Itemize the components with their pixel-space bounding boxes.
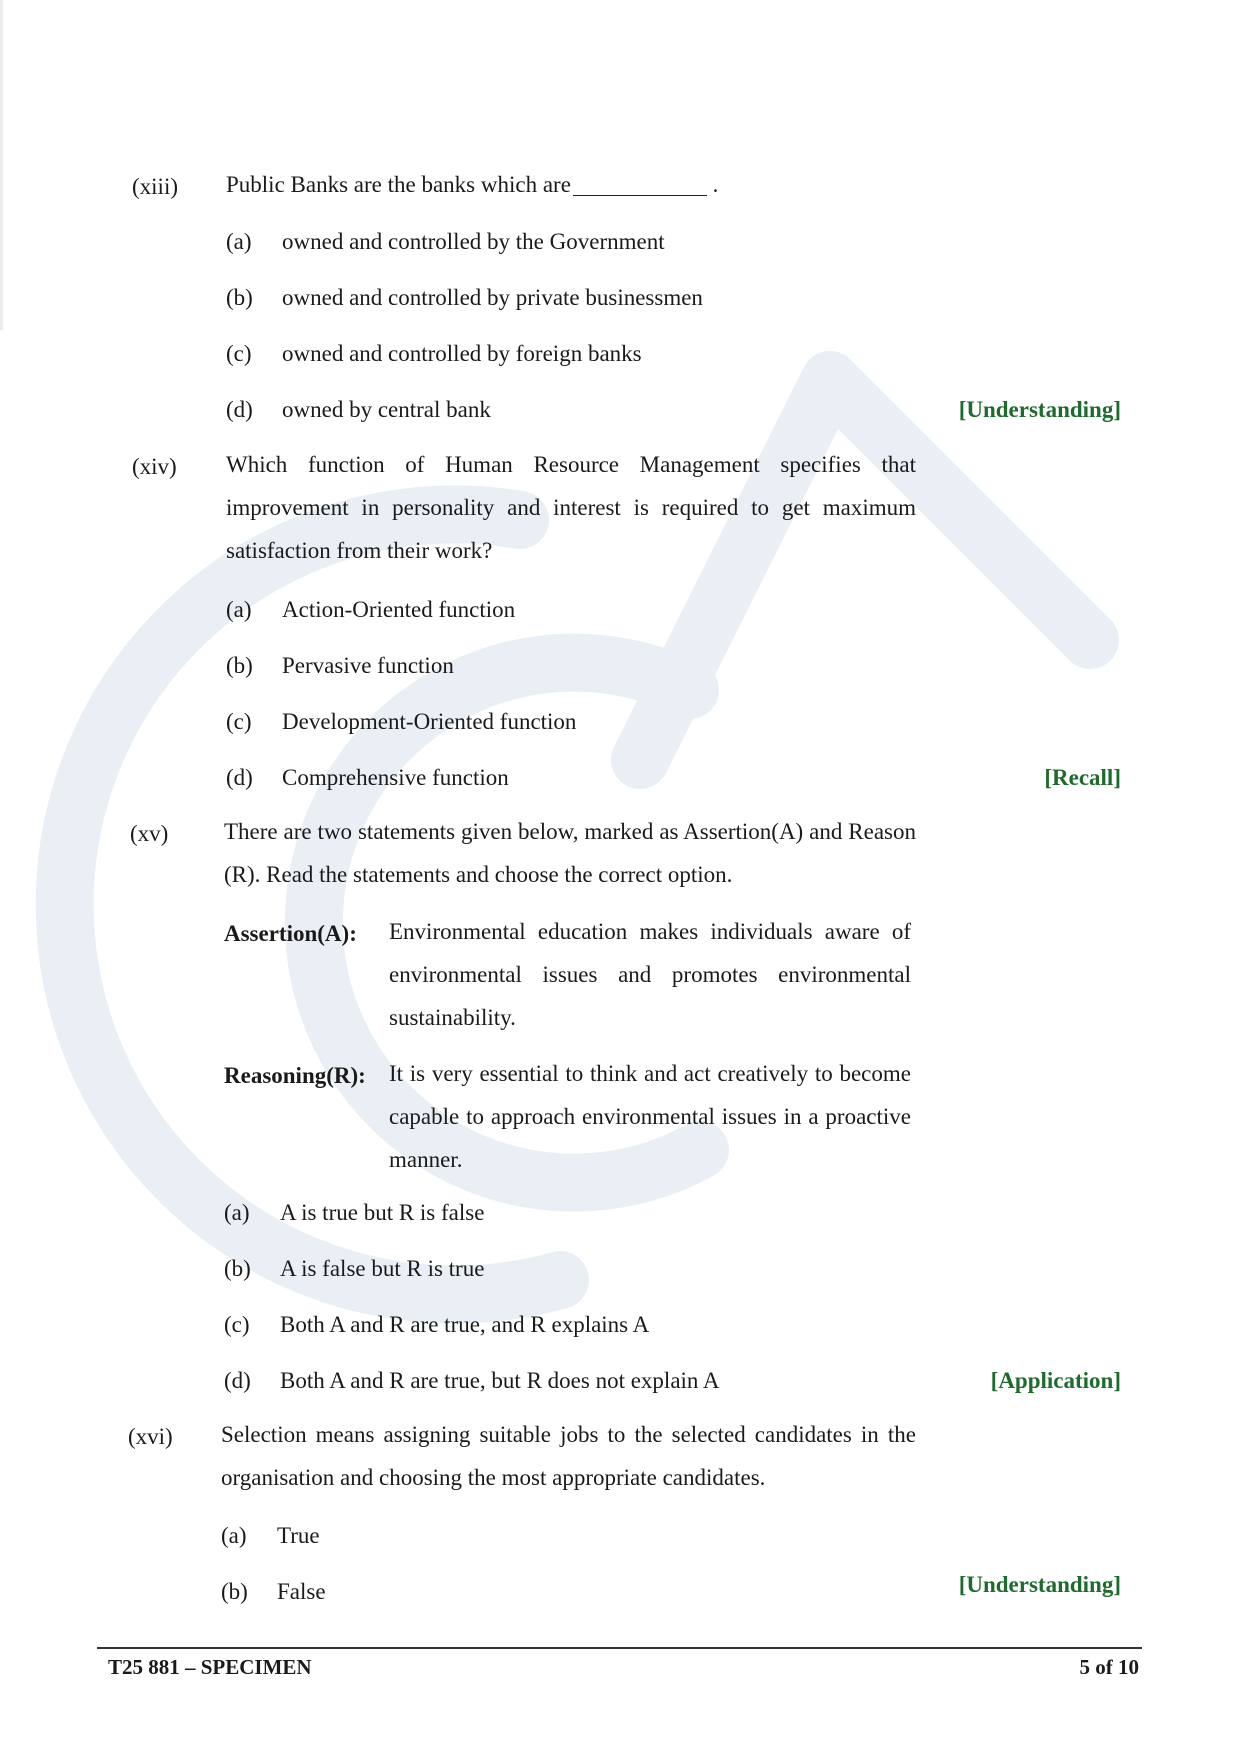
option-letter: (a) [224,1200,250,1225]
question-stem: Selection means assigning suitable jobs to the selected candidates in the organisation and choosing the most appropriate candidates. [221,1422,916,1490]
option [224,1312,649,1338]
stem-end: . [712,172,719,197]
option-letter: (b) [224,1256,251,1281]
option [224,1256,484,1282]
question-stem: Which function of Human Resource Management specifies that improvement in personality and interest is required to get maximum satisfaction from their work? [226,452,916,563]
question-stem [226,163,916,206]
cognitive-level-tag: [Understanding] [958,397,1121,422]
option [226,597,515,623]
option-letter: (c) [224,1312,250,1337]
option-text: Pervasive function [282,653,454,678]
option-letter: (d) [226,765,253,790]
assertion-text: Environmental education makes individuals aware of environmental issues and promotes environmental sustainability. [389,919,911,1030]
option-text: Both A and R are true, but R does not explain A [280,1368,720,1393]
option [221,1523,320,1549]
option-text: A is false but R is true [280,1256,485,1281]
question-number: (xvi) [128,1424,173,1449]
option-letter: (a) [221,1523,247,1548]
question-number: (xiv) [132,454,177,479]
assertion-label: Assertion(A): [224,921,357,946]
option-text: False [277,1579,326,1604]
option-text: owned by central bank [282,397,491,422]
option [226,653,454,679]
paper-code: T25 881 – SPECIMEN [108,1655,312,1679]
question-stem-text: Public Banks are the banks which are [226,172,571,197]
footer-divider [97,1647,1142,1649]
question-number: (xv) [130,821,169,846]
option-letter: (a) [226,597,252,622]
option-letter: (c) [226,709,252,734]
question-stem: There are two statements given below, marked as Assertion(A) and Reason (R). Read the statements and choose the correct option. [224,819,916,887]
option [221,1579,326,1605]
option-letter: (c) [226,341,252,366]
cognitive-level-tag: [Understanding] [958,1572,1121,1597]
cognitive-level-tag: [Application] [990,1368,1121,1393]
option-text: owned and controlled by the Government [282,229,665,254]
question-number: (xiii) [132,174,178,199]
option-letter: (b) [221,1579,248,1604]
reasoning-text: It is very essential to think and act creatively to become capable to approach environmental issues in a proactive manner. [389,1061,911,1172]
option-text: Comprehensive function [282,765,509,790]
option [226,285,703,311]
option-text: Development-Oriented function [282,709,577,734]
option-letter: (a) [226,229,252,254]
option-text: owned and controlled by private businessmen [282,285,703,310]
option-text: Action-Oriented function [282,597,516,622]
cognitive-level-tag: [Recall] [1044,765,1121,790]
option-letter: (b) [226,653,253,678]
reasoning-label: Reasoning(R): [224,1063,366,1088]
option [226,397,491,423]
option [224,1368,720,1394]
option-letter: (b) [226,285,253,310]
option [226,765,509,791]
option [224,1200,484,1226]
option-letter: (d) [224,1368,251,1393]
option [226,229,665,255]
option [226,341,642,367]
option-text: A is true but R is false [280,1200,485,1225]
page-number: 5 of 10 [1079,1655,1139,1679]
answer-blank [573,177,707,196]
option-text: True [277,1523,320,1548]
option-text: owned and controlled by foreign banks [282,341,642,366]
option-letter: (d) [226,397,253,422]
option-text: Both A and R are true, and R explains A [280,1312,650,1337]
option [226,709,576,735]
